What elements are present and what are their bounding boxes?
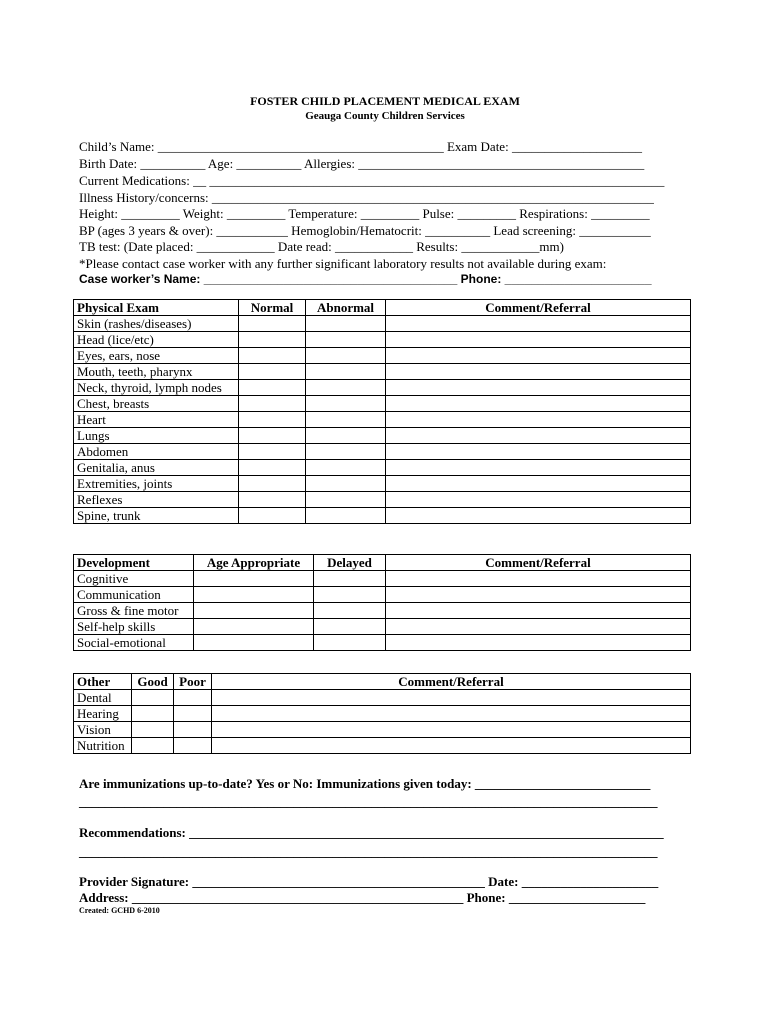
poor-cell[interactable] — [174, 706, 212, 722]
table-row — [74, 364, 691, 380]
abnormal-cell[interactable] — [306, 428, 386, 444]
good-header: Good — [132, 674, 174, 690]
development-item: Social-emotional — [74, 635, 194, 651]
current-medications-line[interactable]: Current Medications: __ ______________________________________________________________________ — [79, 173, 665, 188]
table-row — [74, 428, 691, 444]
normal-cell[interactable] — [239, 332, 306, 348]
abnormal-cell[interactable] — [306, 444, 386, 460]
delayed-cell[interactable] — [314, 603, 386, 619]
other-item: Vision — [74, 722, 132, 738]
table-row — [74, 619, 691, 635]
comment-cell[interactable] — [386, 476, 691, 492]
childs-name-line[interactable]: Child’s Name: ____________________________________________ Exam Date: ____________________ — [79, 139, 642, 154]
table-row — [74, 492, 691, 508]
exam-item: Head (lice/etc) — [74, 332, 239, 348]
lab-results-note: *Please contact case worker with any further significant laboratory results not available during exam: — [79, 256, 607, 271]
physical-exam-header — [74, 300, 691, 316]
normal-cell[interactable] — [239, 508, 306, 524]
exam-item: Eyes, ears, nose — [74, 348, 239, 364]
other-table — [73, 673, 691, 754]
delayed-header: Delayed — [314, 555, 386, 571]
abnormal-cell[interactable] — [306, 508, 386, 524]
immunizations-line[interactable]: Are immunizations up-to-date? Yes or No: Immunizations given today: ___________________________ — [79, 776, 651, 791]
delayed-cell[interactable] — [314, 587, 386, 603]
other-header-label: Other — [74, 674, 132, 690]
development-item: Cognitive — [74, 571, 194, 587]
delayed-cell[interactable] — [314, 635, 386, 651]
good-cell[interactable] — [132, 738, 174, 754]
development-header — [74, 555, 691, 571]
comment-referral-header: Comment/Referral — [212, 674, 691, 690]
table-row — [74, 722, 691, 738]
physical-exam-table — [73, 299, 691, 524]
age-appropriate-cell[interactable] — [194, 603, 314, 619]
comment-cell[interactable] — [386, 571, 691, 587]
good-cell[interactable] — [132, 690, 174, 706]
comment-cell[interactable] — [386, 603, 691, 619]
bp-hemoglobin-line[interactable]: BP (ages 3 years & over): ___________ Hemoglobin/Hematocrit: __________ Lead screening: ___________ — [79, 223, 651, 238]
comment-cell[interactable] — [212, 706, 691, 722]
table-row — [74, 332, 691, 348]
poor-cell[interactable] — [174, 690, 212, 706]
physical-exam-header-label: Physical Exam — [74, 300, 239, 316]
exam-item: Skin (rashes/diseases) — [74, 316, 239, 332]
table-row — [74, 603, 691, 619]
normal-cell[interactable] — [239, 316, 306, 332]
normal-cell[interactable] — [239, 428, 306, 444]
comment-cell[interactable] — [386, 412, 691, 428]
normal-cell[interactable] — [239, 396, 306, 412]
development-header-label: Development — [74, 555, 194, 571]
exam-item: Neck, thyroid, lymph nodes — [74, 380, 239, 396]
exam-item: Genitalia, anus — [74, 460, 239, 476]
comment-cell[interactable] — [386, 428, 691, 444]
vitals-line[interactable]: Height: _________ Weight: _________ Temperature: _________ Pulse: _________ Respirations: _________ — [79, 206, 650, 221]
normal-cell[interactable] — [239, 476, 306, 492]
abnormal-cell[interactable] — [306, 380, 386, 396]
abnormal-cell[interactable] — [306, 460, 386, 476]
development-table — [73, 554, 691, 651]
normal-cell[interactable] — [239, 412, 306, 428]
form-title: FOSTER CHILD PLACEMENT MEDICAL EXAM — [250, 94, 520, 108]
age-appropriate-cell[interactable] — [194, 587, 314, 603]
illness-history-line[interactable]: Illness History/concerns: ____________________________________________________________________ — [79, 190, 654, 205]
abnormal-cell[interactable] — [306, 348, 386, 364]
abnormal-cell[interactable] — [306, 396, 386, 412]
comment-cell[interactable] — [386, 364, 691, 380]
exam-item: Chest, breasts — [74, 396, 239, 412]
table-row — [74, 380, 691, 396]
table-row — [74, 508, 691, 524]
comment-cell[interactable] — [386, 460, 691, 476]
other-header — [74, 674, 691, 690]
case-worker-line[interactable]: Case worker’s Name: ______________________________________ Phone: ______________________ — [79, 272, 652, 286]
address-line[interactable]: Address: ___________________________________________________ Phone: _____________________ — [79, 890, 646, 905]
comment-referral-header: Comment/Referral — [386, 555, 691, 571]
provider-signature-line[interactable]: Provider Signature: _____________________________________________ Date: _____________________ — [79, 874, 659, 889]
immunizations-continuation-line[interactable]: _________________________________________________________________________________________ — [79, 794, 658, 809]
abnormal-cell[interactable] — [306, 492, 386, 508]
comment-cell[interactable] — [386, 508, 691, 524]
comment-cell[interactable] — [386, 635, 691, 651]
delayed-cell[interactable] — [314, 571, 386, 587]
normal-cell[interactable] — [239, 492, 306, 508]
comment-cell[interactable] — [212, 722, 691, 738]
other-item: Dental — [74, 690, 132, 706]
comment-cell[interactable] — [212, 738, 691, 754]
table-row — [74, 738, 691, 754]
normal-cell[interactable] — [239, 348, 306, 364]
comment-referral-header: Comment/Referral — [386, 300, 691, 316]
other-item: Nutrition — [74, 738, 132, 754]
other-item: Hearing — [74, 706, 132, 722]
exam-item: Spine, trunk — [74, 508, 239, 524]
age-appropriate-header: Age Appropriate — [194, 555, 314, 571]
comment-cell[interactable] — [386, 396, 691, 412]
exam-item: Reflexes — [74, 492, 239, 508]
table-row — [74, 690, 691, 706]
exam-item: Lungs — [74, 428, 239, 444]
poor-cell[interactable] — [174, 722, 212, 738]
recommendations-continuation-line[interactable]: _________________________________________________________________________________________ — [79, 844, 658, 859]
comment-cell[interactable] — [386, 332, 691, 348]
abnormal-cell[interactable] — [306, 332, 386, 348]
exam-item: Heart — [74, 412, 239, 428]
age-appropriate-cell[interactable] — [194, 635, 314, 651]
footer-created: Created: GCHD 6-2010 — [79, 906, 160, 915]
recommendations-line[interactable]: Recommendations: _________________________________________________________________________ — [79, 825, 664, 840]
comment-cell[interactable] — [386, 316, 691, 332]
abnormal-header: Abnormal — [306, 300, 386, 316]
abnormal-cell[interactable] — [306, 316, 386, 332]
exam-item: Mouth, teeth, pharynx — [74, 364, 239, 380]
normal-cell[interactable] — [239, 444, 306, 460]
normal-cell[interactable] — [239, 460, 306, 476]
development-item: Communication — [74, 587, 194, 603]
table-row — [74, 316, 691, 332]
exam-item: Extremities, joints — [74, 476, 239, 492]
good-cell[interactable] — [132, 722, 174, 738]
age-appropriate-cell[interactable] — [194, 571, 314, 587]
development-item: Self-help skills — [74, 619, 194, 635]
comment-cell[interactable] — [386, 587, 691, 603]
comment-cell[interactable] — [386, 380, 691, 396]
normal-cell[interactable] — [239, 380, 306, 396]
form-subtitle: Geauga County Children Services — [305, 110, 465, 122]
development-item: Gross & fine motor — [74, 603, 194, 619]
table-row — [74, 444, 691, 460]
table-row — [74, 460, 691, 476]
exam-item: Abdomen — [74, 444, 239, 460]
table-row — [74, 706, 691, 722]
table-row — [74, 348, 691, 364]
abnormal-cell[interactable] — [306, 412, 386, 428]
comment-cell[interactable] — [386, 444, 691, 460]
table-row — [74, 412, 691, 428]
table-row — [74, 635, 691, 651]
table-row — [74, 476, 691, 492]
birth-date-line[interactable]: Birth Date: __________ Age: __________ Allergies: ____________________________________________ — [79, 156, 645, 171]
normal-header: Normal — [239, 300, 306, 316]
table-row — [74, 587, 691, 603]
delayed-cell[interactable] — [314, 619, 386, 635]
age-appropriate-cell[interactable] — [194, 619, 314, 635]
poor-header: Poor — [174, 674, 212, 690]
good-cell[interactable] — [132, 706, 174, 722]
tb-test-line[interactable]: TB test: (Date placed: ____________ Date read: ____________ Results: ____________mm) — [79, 239, 564, 254]
abnormal-cell[interactable] — [306, 364, 386, 380]
comment-cell[interactable] — [386, 492, 691, 508]
abnormal-cell[interactable] — [306, 476, 386, 492]
table-row — [74, 396, 691, 412]
table-row — [74, 571, 691, 587]
poor-cell[interactable] — [174, 738, 212, 754]
comment-cell[interactable] — [212, 690, 691, 706]
normal-cell[interactable] — [239, 364, 306, 380]
comment-cell[interactable] — [386, 619, 691, 635]
comment-cell[interactable] — [386, 348, 691, 364]
